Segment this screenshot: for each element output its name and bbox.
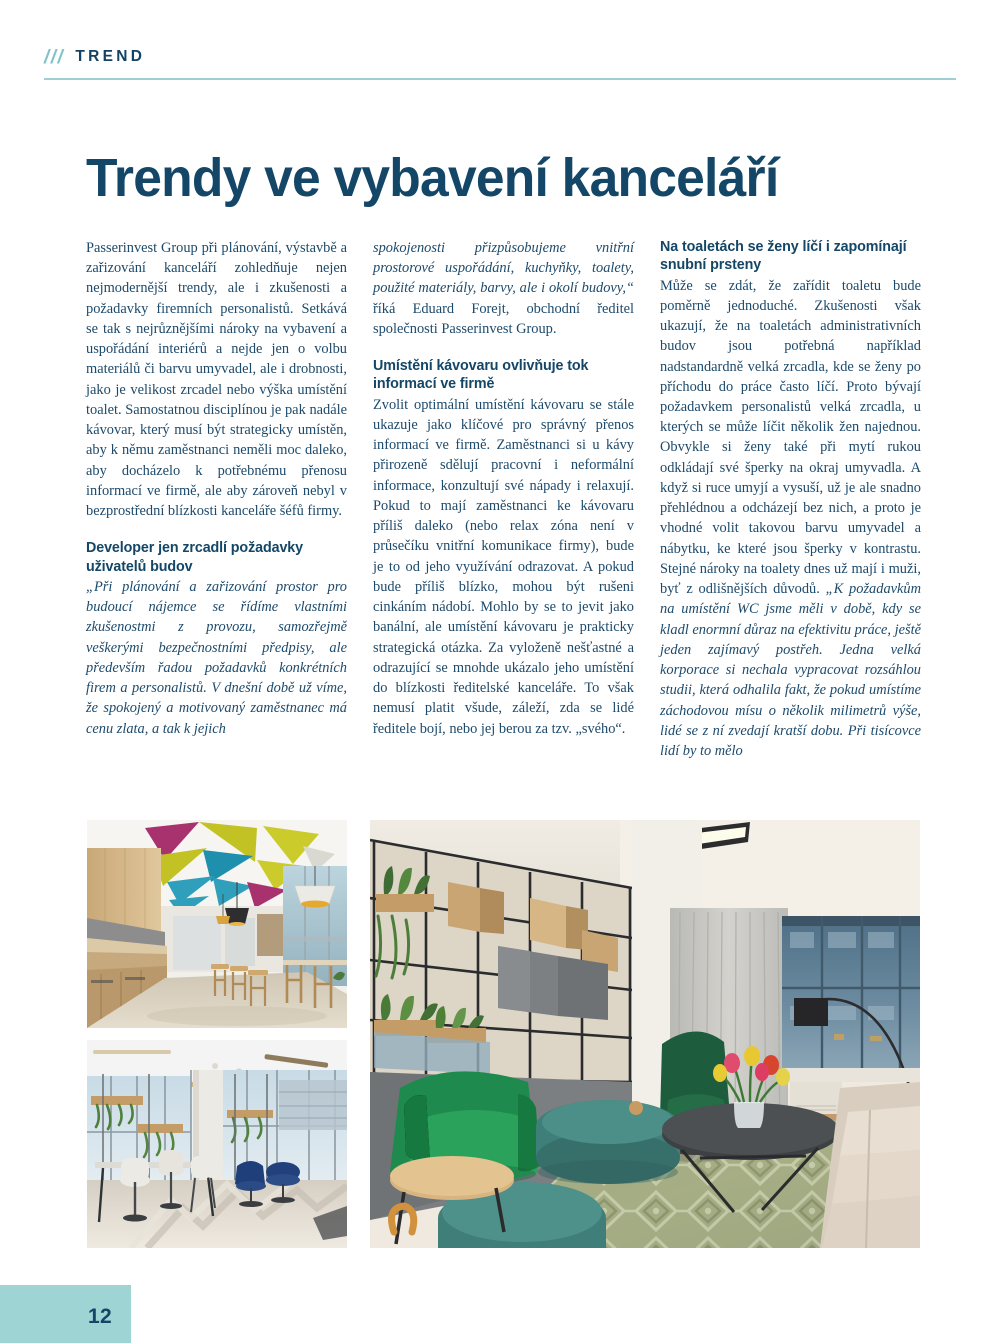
block-spacer (86, 521, 347, 539)
section-kicker: TREND (75, 48, 146, 66)
photo-kitchen-image (87, 820, 347, 1028)
article-columns (86, 238, 920, 808)
page-header (44, 44, 956, 78)
page-title: Trendy ve vybavení kanceláří (86, 148, 779, 209)
article-column-3 (660, 238, 921, 808)
block-spacer (373, 339, 634, 357)
pull-quote (373, 238, 634, 339)
paragraph (660, 276, 921, 762)
page-number-block (0, 1285, 131, 1343)
section-subheading: Na toaletách se ženy líčí i zapomínají snubní prsteny (660, 239, 907, 274)
header-divider (44, 78, 956, 80)
article-column-1 (86, 238, 347, 808)
photo-workspace-image (87, 1040, 347, 1248)
paragraph: Passerinvest Group při plánování, výstavbě a zařizování kanceláří zohledňuje nejen nejmodernější trendy, ale i zkušenosti a požadavky firemních personalistů. Setkává se tak s nejrůznějšími nároky na vybavení a uspořádání interiérů a nejde jen o volbu materiálů či barvu umyvadel, ale i drobnosti, jako je velikost zrcadel nebo výška umístění toalet. Samostatnou disciplínou je pak nadále kávovar, který musí být strategicky umístěn, aby k němu zaměstnanci neměli moc daleko, aby docházelo k potřebnému přenosu informací ve firmě, ale aby zároveň nebyl v bezprostřední blízkosti kanceláře šéfů firmy. (86, 240, 347, 520)
section-subheading: Developer jen zrcadlí požadavky uživatelů budov (86, 540, 304, 575)
photo-workspace (87, 1040, 347, 1248)
article-column-2 (373, 238, 634, 808)
quote-text: „K požadavkům na umístění WC jsme měli v době, kdy se kladl enormní důraz na efektivitu práce, ještě jeden zajímavý postřeh. Jedna velká korporace si nechala vypracovat rozsáhlou studii, která odhalila fakt, že pokud umístíme záchodovou mísu o několik milimetrů výše, lidé se z ní zvedají kratší dobu. Při tisícovce lidí by to mělo (660, 581, 921, 759)
page-number: 12 (88, 1305, 112, 1328)
photo-gallery (87, 820, 920, 1248)
kicker-row (44, 44, 956, 70)
paragraph-text: Může se zdát, že zařídit toaletu bude poměrně jednoduché. Zkušenosti však ukazují, že na toaletách administrativních budov jsou potřebná například nadstandardně velká zrcadla, kde se ženy po příchodu do práce často líčí. Proto bývají požadavkem personalistů velká zrcadla, u kterých se může líčit několik žen najednou. Obvykle si ženy také při mytí rukou odkládají své šperky na okraj umyvadla. A když si ruce umyjí a vysuší, už je ale snadno přehlédnou a odcházejí bez nich, a proto je vhodné volit takovou barvu umyvadel a nábytku, ke které jsou šperky v kontrastu. Stejné nároky na toalety dnes už mají i muži, byť z odlišnějších důvodů. (660, 277, 921, 598)
paragraph: Zvolit optimální umístění kávovaru se stále ukazuje jako klíčové pro správný přenos informací ve firmě. Zaměstnanci si u kávy přirozeně sdělují pracovní i neformální informace, konzultují své nápady i relaxují. Pokud to mají zaměstnanci ke kávovaru příliš daleko (nebo relax zóna není v průsečíku vnitřní komunikace firmy), bude je to od jeho využívání odrazovat. A pokud bude příliš blízko, mohou být rušeni cinkáním nádobí. Mohlo by se to jevit jako banální, ale umístění kávovaru je prakticky strategická otázka. Za vyloženě nešťastné a odrazující se mnohde ukázalo jeho umístění do blízkosti ředitelské kanceláře. To však nemusí platit všude, záleží, zda se lidé ředitele bojí, nebo jej berou za tzv. „svého“. (373, 396, 634, 737)
photo-lounge-image (370, 820, 920, 1248)
slashes-icon: /// (44, 46, 65, 68)
photo-kitchen (87, 820, 347, 1028)
section-subheading: Umístění kávovaru ovlivňuje tok informací ve firmě (373, 358, 589, 393)
attribution-text: říká Eduard Forejt, obchodní ředitel společnosti Passerinvest Group. (373, 300, 634, 337)
quote-text: spokojenosti přizpůsobujeme vnitřní prostorové uspořádání, kuchyňky, toalety, použité materiály, barvy, ale i okolí budovy,“ (373, 240, 634, 297)
photo-lounge (370, 820, 920, 1248)
pull-quote: „Při plánování a zařizování prostor pro budoucí nájemce se řídíme vlastními zkušenostmi z provozu, samozřejmě veškerými bezpečnostními předpisy, ale především řadou požadavků konkrétních firem a personalistů. V dnešní době už víme, že spokojený a motivovaný zaměstnanec má cenu zlata, a tak k jejich (86, 578, 347, 737)
photo-column-left (87, 820, 347, 1248)
